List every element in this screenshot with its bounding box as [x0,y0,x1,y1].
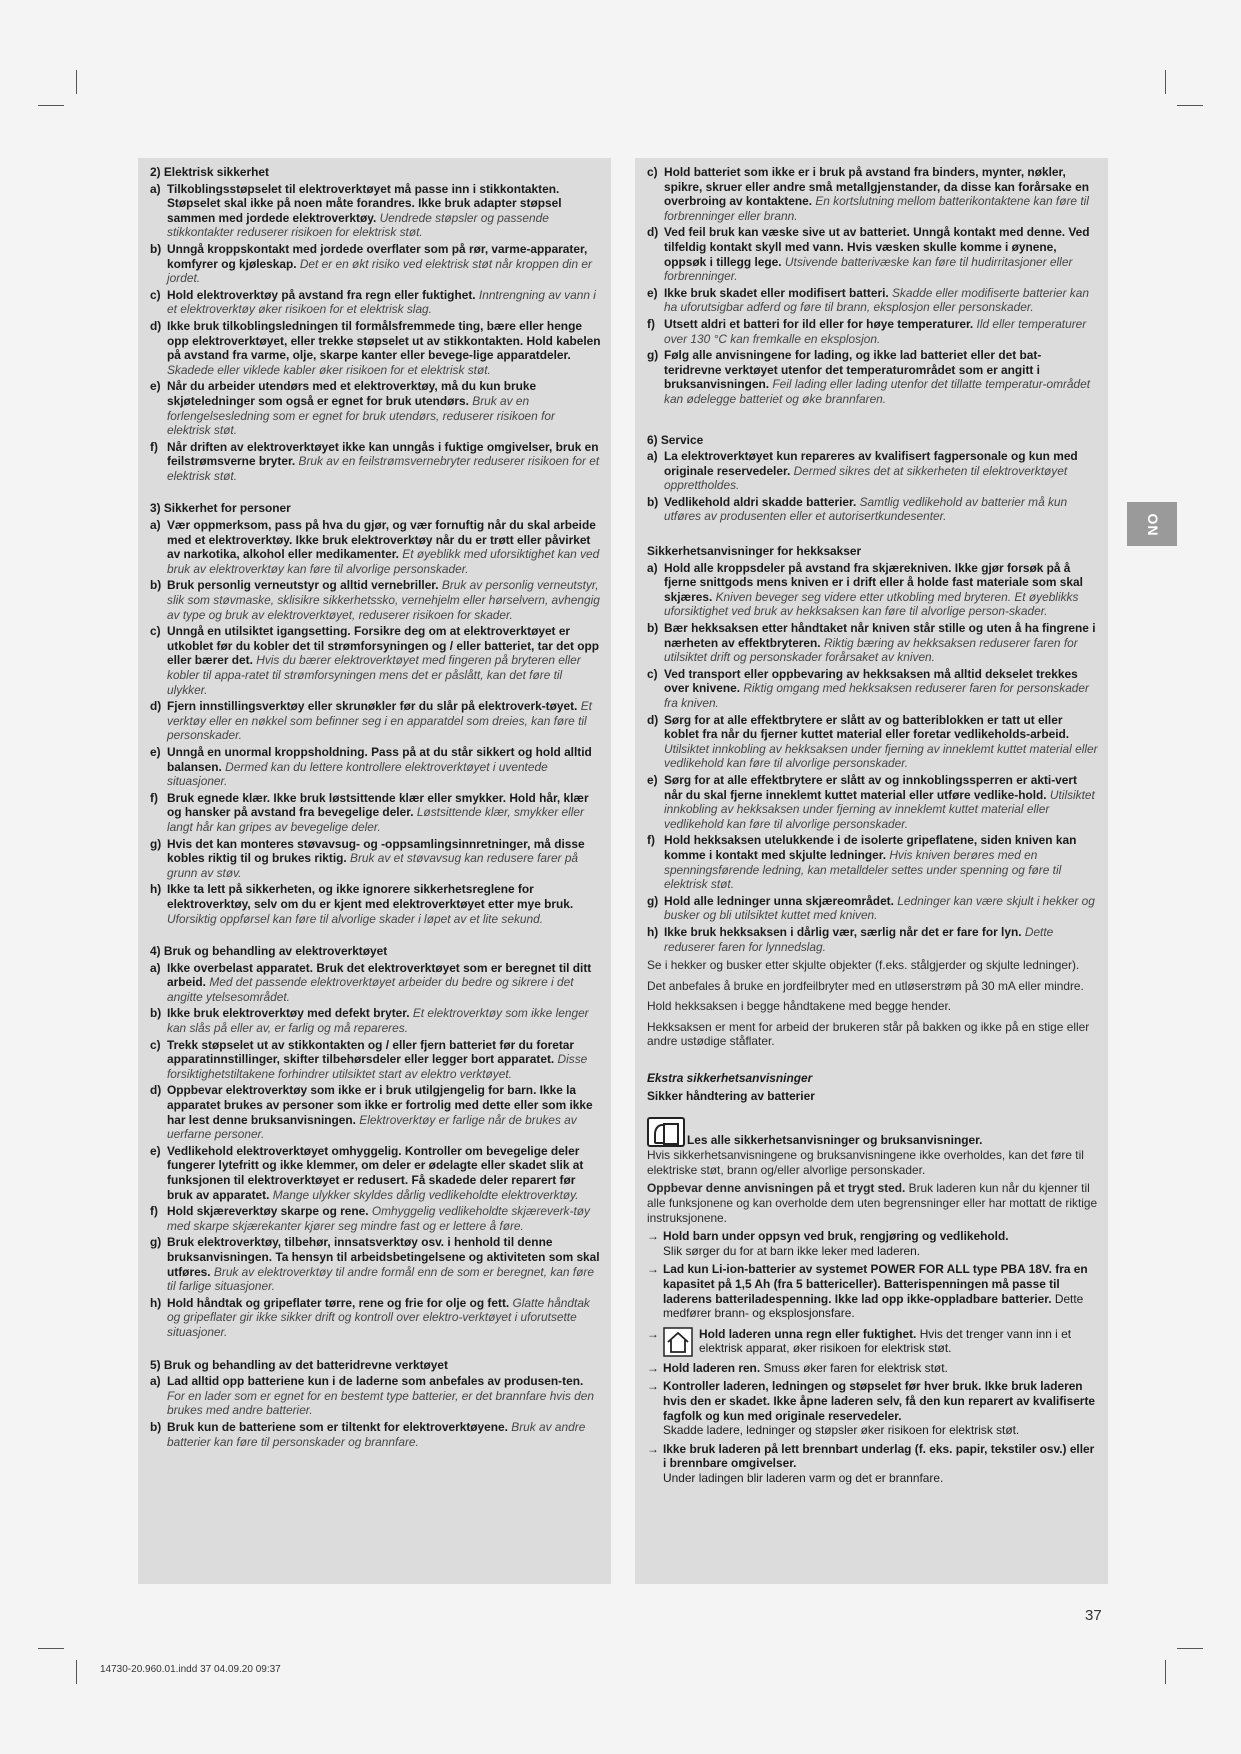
list-item: a) Vær oppmerksom, pass på hva du gjør, og vær fornuftig når du skal arbeide med et elektroverktøy. Ikke bruk elektroverktøy når du er trøtt eller påvirket av narkotika, alkohol eller medikamenter. Et øyeblikk med uforsiktighet kan ved bruk av elektroverktøy kan føre til alvorlige personskader. [150,518,600,576]
crop-mark [76,1660,77,1684]
list-item: d) Ved feil bruk kan væske sive ut av batteriet. Unngå kontakt med denne. Ved tilfeldig kontakt skyll med vann. Hvis væsken skulle komme i øynene, oppsøk i tillegg lege. Utsivende batterivæske kan føre til hudirritasjoner eller forbrenninger. [647,225,1090,284]
paragraph: Det anbefales å bruke en jordfeilbryter med en utløserstrøm på 30 mA eller mindre. [647,978,1084,993]
paragraph: Se i hekker og busker etter skjulte objekter (f.eks. stålgjerder og skjulte ledninger). [647,958,1080,973]
subsection-title-batteries: Sikker håndtering av batterier [647,1088,815,1103]
section-title-tool-use: 4) Bruk og behandling av elektroverktøyet [150,944,388,959]
list-item: a) Tilkoblingsstøpselet til elektroverktøyet må passe inn i stikkontakten. Støpselet skal ikke på noen måte forandres. Ikke bruk adapter støpsel sammen med jordede elektroverktøy. Uendrede støpsler og passende stikkontakter reduserer risikoen for elektrisk støt. [150,181,562,240]
list-item: h) Ikke ta lett på sikkerheten, og ikke ignorere sikkerhetsreglene for elektroverktøy, selv om du er kjent med elektroverktøyet etter mye bruk. Uforsiktig oppførsel kan føre til alvorlige skader i løpet av et lite sekund. [150,882,574,926]
list-item: d) Sørg for at alle effektbrytere er slått av og batteriblokken er tatt ut eller koblet fra når du fjerner kuttet material eller foretar vedlikeholds-arbeid. Utilsiktet innkobling av hekksaksen under fjerning av inneklemt kuttet material eller vedlikehold kan føre til alvorlige personskader. [647,712,1098,771]
list-item: b) Ikke bruk elektroverktøy med defekt bryter. Et elektroverktøy som ikke lenger kan slås på eller av, er farlig og må repareres. [150,1006,589,1036]
crop-mark [1165,1660,1166,1684]
arrow-item: → Hold laderen ren. Smuss øker faren for elektrisk støt. [647,1360,948,1375]
crop-mark [38,1648,64,1649]
crop-mark [1165,70,1166,94]
list-item: b) Bruk kun de batteriene som er tiltenkt for elektroverktøyene. Bruk av andre batterier kan føre til personskader og brannfare. [150,1419,586,1449]
list-item: g) Hvis det kan monteres støvavsug- og -oppsamlingsinnretninger, må disse kobles riktig til og brukes riktig. Bruk av et støvavsug kan redusere farer på grunn av støv. [150,836,585,880]
list-item: f) Utsett aldri et batteri for ild eller for høye temperaturer. Ild eller temperaturer over 130 °C kan fremkalle en eksplosjon. [647,316,1087,346]
language-tab: NO [1127,502,1177,546]
crop-mark [38,105,64,106]
list-item: d) Oppbevar elektroverktøy som ikke er i bruk utilgjengelig for barn. Ikke la apparatet brukes av personer som ikke er fortrolig med dette eller som ikke har lest denne bruksanvisningen. Elektroverktøy er farlige når de brukes av uerfarne personer. [150,1083,593,1142]
read-manual-row: Les alle sikkerhetsanvisninger og bruksanvisninger. [647,1117,1098,1147]
indoor-use-house-icon [663,1327,693,1357]
arrow-item: → Hold barn under oppsyn ved bruk, rengjøring og vedlikehold. Slik sørger du for at barn ikke leker med laderen. [647,1229,1009,1258]
paragraph: Hold hekksaksen i begge håndtakene med begge hender. [647,999,952,1014]
paragraph: Hvis sikkerhetsanvisningene og bruksanvisningene ikke overholdes, kan det føre til elektriske støt, brann og/eller alvorlige personskader. [647,1148,1084,1177]
page-number: 37 [1085,1607,1102,1624]
paragraph: Oppbevar denne anvisningen på et trygt sted. Bruk laderen kun når du kjenner til alle funksjonene og kan overholde dem uten begrensninger eller har mottatt de riktige instruksjonene. [647,1181,1098,1225]
list-item: c) Trekk støpselet ut av stikkontakten og / eller fjern batteriet før du foretar apparatinnstillinger, skifter tilbehørsdeler eller legger bort apparatet. Disse forsiktighetstiltakene forhindrer utilsiktet start av elektro verktøyet. [150,1037,588,1081]
read-manual-icon [647,1117,685,1147]
list-item: f) Bruk egnede klær. Ikke bruk løstsittende klær eller smykker. Hold hår, klær og hansker på avstand fra bevegelige deler. Løstsittende klær, smykker eller langt hår kan gripes av bevegelige deler. [150,790,589,834]
arrow-item: → Lad kun Li-ion-batterier av systemet POWER FOR ALL type PBA 18V. fra en kapasitet på 1,5 Ah (fra 5 battericeller). Batterispenningen må passe til laderens batteriladespenning. Ikke lad opp ikke-oppladbare batterier. Dette medfører brann- og eksplosjonsfare. [647,1262,1088,1321]
paragraph: Hekksaksen er ment for arbeid der brukeren står på bakken og ikke på en stige eller andre ustødige ståflater. [647,1019,1090,1049]
section-title-extra: Ekstra sikkerhetsanvisninger [647,1071,813,1086]
list-item: a) La elektroverktøyet kun repareres av kvalifisert fagpersonale og kun med originale reservedeler. Dermed sikres det at sikkerheten til elektroverktøyet opprettholdes. [647,449,1078,493]
list-item: b) Bær hekksaksen etter håndtaket når kniven står stille og uten å ha fingrene i nærheten av effektbryteren. Riktig bæring av hekksaksen reduserer faren for utilsiktet drift og personskader forårsaket av kniven. [647,621,1096,665]
list-item: h) Ikke bruk hekksaksen i dårlig vær, særlig når det er fare for lyn. Dette reduserer faren for lynnedslag. [647,924,1054,954]
section-title-hedge: Sikkerhetsanvisninger for hekksakser [647,544,862,559]
list-item: g) Følg alle anvisningene for lading, og ikke lad batteriet eller det bat-teridrevne verktøyet utenfor det temperaturområdet som er angitt i bruksanvisningen. Feil lading eller lading utenfor det tillatte temperatur-området kan ødelegge batteriet og øke brannfaren. [647,348,1091,406]
list-item: c) Hold batteriet som ikke er i bruk på avstand fra binders, mynter, nøkler, spikre, skruer eller andre små metallgjenstander, da disse kan forårsake en overbroing av kontaktene. En kortslutning mellom batterikontaktene kan føre til forbrenninger eller brann. [647,165,1089,223]
list-item: d) Fjern innstillingsverktøy eller skrunøkler før du slår på elektroverk-tøyet. Et verktøy eller en nøkkel som befinner seg i en apparatdel som dreies, kan føre til personskader. [150,699,592,743]
list-item: e) Unngå en unormal kroppsholdning. Pass på at du står sikkert og hold alltid balansen. Dermed kan du lettere kontrollere elektroverktøyet i uventede situasjoner. [150,744,592,789]
right-column [635,158,1108,1584]
list-item: h) Hold håndtak og gripeflater tørre, rene og frie for olje og fett. Glatte håndtak og gripeflater gir ikke sikker drift og kontroll over elektro-verktøyet i uforutsette situasjoner. [150,1295,590,1339]
list-item: g) Hold alle ledninger unna skjæreområdet. Ledninger kan være skjult i hekker og busker og bli utilsiktet kuttet med kniven. [647,893,1095,923]
list-item: c) Hold elektroverktøy på avstand fra regn eller fuktighet. Inntrengning av vann i et elektroverktøy øker risikoen for et elektrisk slag. [150,287,596,317]
section-title-personal: 3) Sikkerhet for personer [150,501,291,516]
list-item: d) Ikke bruk tilkoblingsledningen til formålsfremmede ting, bære eller henge opp elektroverktøyet, eller trekke støpselet ut av stikkontakten. Hold kabelen på avstand fra varme, olje, skarpe kanter eller bevege-lige apparatdeler. Skadede eller viklede kabler øker risikoen for et elektrisk støt. [150,318,601,377]
list-item: e) Når du arbeider utendørs med et elektroverktøy, må du kun bruke skjøteledninger som også er egnet for bruk utendørs. Bruk av en forlengelsesledning som er egnet for bruk utendørs, reduserer risikoen for elektrisk støt. [150,379,555,438]
crop-mark [76,70,77,94]
section-title-battery-tool: 5) Bruk og behandling av det batteridrevne verktøyet [150,1357,448,1372]
list-item: a) Ikke overbelast apparatet. Bruk det elektroverktøyet som er beregnet til ditt arbeid. Med det passende elektroverktøyet arbeider du bedre og sikrere i det angitte ytelsesområdet. [150,960,592,1004]
list-item: b) Bruk personlig verneutstyr og alltid vernebriller. Bruk av personlig verneutstyr, slik som støvmaske, sklisikre sikkerhetssko, vernehjelm eller hørselvern, avhengig av type og bruk av elektroverktøyet, reduserer risikoen for skader. [150,578,600,622]
section-title-electrical: 2) Elektrisk sikkerhet [150,165,269,179]
arrow-item: → Ikke bruk laderen på lett brennbart underlag (f. eks. papir, tekstiler osv.) eller i brennbare omgivelser. Under ladingen blir laderen varm og det er brannfare. [647,1441,1095,1485]
list-item: b) Vedlikehold aldri skadde batterier. Samtlig vedlikehold av batterier må kun utføres av produsenten eller et autorisertkundesenter. [647,494,1068,524]
list-item: e) Ikke bruk skadet eller modifisert batteri. Skadde eller modifiserte batterier kan ha uforutsigbar adferd og føre til brann, eksplosjon eller personskader. [647,285,1089,315]
list-item: f) Når driften av elektroverktøyet ikke kan unngås i fuktige omgivelser, bruk en feilstrømsverne bryter. Bruk av en feilstrømsvernebryter reduserer risikoen for et elektrisk støt. [150,439,600,483]
arrow-item: → Kontroller laderen, ledningen og støpselet før hver bruk. Ikke bruk laderen hvis den er skadet. Ikke åpne laderen selv, få den kun reparert av kvalifiserte fagfolk og kun med originale reservedeler. Skadde ladere, ledninger og støpsler øker risikoen for elektrisk støt. [647,1379,1096,1438]
list-item: g) Bruk elektroverktøy, tilbehør, innsatsverktøy osv. i henhold til denne bruksanvisningen. Ta hensyn til arbeidsbetingelsene og aktiviteten som skal utføres. Bruk av elektroverktøy til andre formål enn de som er beregnet, kan føre til farlige situasjoner. [150,1235,600,1294]
list-item: a) Hold alle kroppsdeler på avstand fra skjærekniven. Ikke gjør forsøk på å fjerne snittgods mens kniven er i drift eller å holde fast materiale som skal skjæres. Kniven beveger seg videre etter utkobling med bryteren. Et øyeblikks uforsiktighet ved bruk av hekksaksen kan føre til alvorlige person-skader. [647,560,1083,619]
crop-mark [1177,105,1203,106]
list-item: c) Unngå en utilsiktet igangsetting. Forsikre deg om at elektroverktøyet er utkoblet før du kobler det til strømforsyningen og / eller batteriet, tar det opp eller bærer det. Hvis du bærer elektroverktøyet med fingeren på bryteren eller kobler til appa-ratet til strømforsyningen mens det er påslått, kan det føre til ulykker. [150,624,600,697]
print-footer: 14730-20.960.01.indd 37 04.09.20 09:37 [100,1664,281,1675]
list-item: b) Unngå kroppskontakt med jordede overflater som på rør, varme-apparater, komfyrer og kjøleskap. Det er en økt risiko ved elektrisk støt når kroppen din er jordet. [150,241,592,286]
list-item: a) Lad alltid opp batteriene kun i de laderne som anbefales av produsen-ten. For en lader som er egnet for en bestemt type batterier, er det brannfare hvis den brukes med andre batterier. [150,1374,594,1418]
list-item: c) Ved transport eller oppbevaring av hekksaksen må alltid dekselet trekkes over knivene. Riktig omgang med hekksaksen reduserer faren for personskader fra kniven. [647,666,1089,710]
list-item: e) Vedlikehold elektroverktøyet omhyggelig. Kontroller om bevegelige deler fungerer lytefritt og ikke klemmer, om deler er ødelagte eller skadet slik at funksjonen til elektroverktøyet er redusert. Få skadede deler reparert før bruk av apparatet. Mange ulykker skyldes dårlig vedlikeholdte elektroverktøy. [150,1143,584,1202]
left-column [138,158,611,1584]
section-title-service: 6) Service [647,432,704,447]
crop-mark [1177,1648,1203,1649]
list-item: f) Hold skjæreverktøy skarpe og rene. Omhyggelig vedlikeholdte skjæreverk-tøy med skarpe skjærekanter kjører seg mindre fast og er lettere å føre. [150,1204,590,1233]
list-item: e) Sørg for at alle effektbrytere er slått av og innkoblingssperren er akti-vert når du skal fjerne inneklemt kuttet material eller utføre vedlike-hold. Utilsiktet innkobling av hekksaksen under fjerning av inneklemt kuttet material eller vedlikehold kan føre til alvorlige personskader. [647,772,1095,831]
list-item: f) Hold hekksaksen utelukkende i de isolerte gripeflatene, siden kniven kan komme i kontakt med skjulte ledninger. Hvis kniven berøres med en spenningsførende ledning, kan metalldeler settes under spenning og føre til elektrisk støt. [647,833,1077,892]
arrow-item-house: → Hold laderen unna regn eller fuktighet. Hvis det trenger vann inn i et elektrisk apparat, øker risikoen for elektrisk støt. [647,1326,1072,1356]
